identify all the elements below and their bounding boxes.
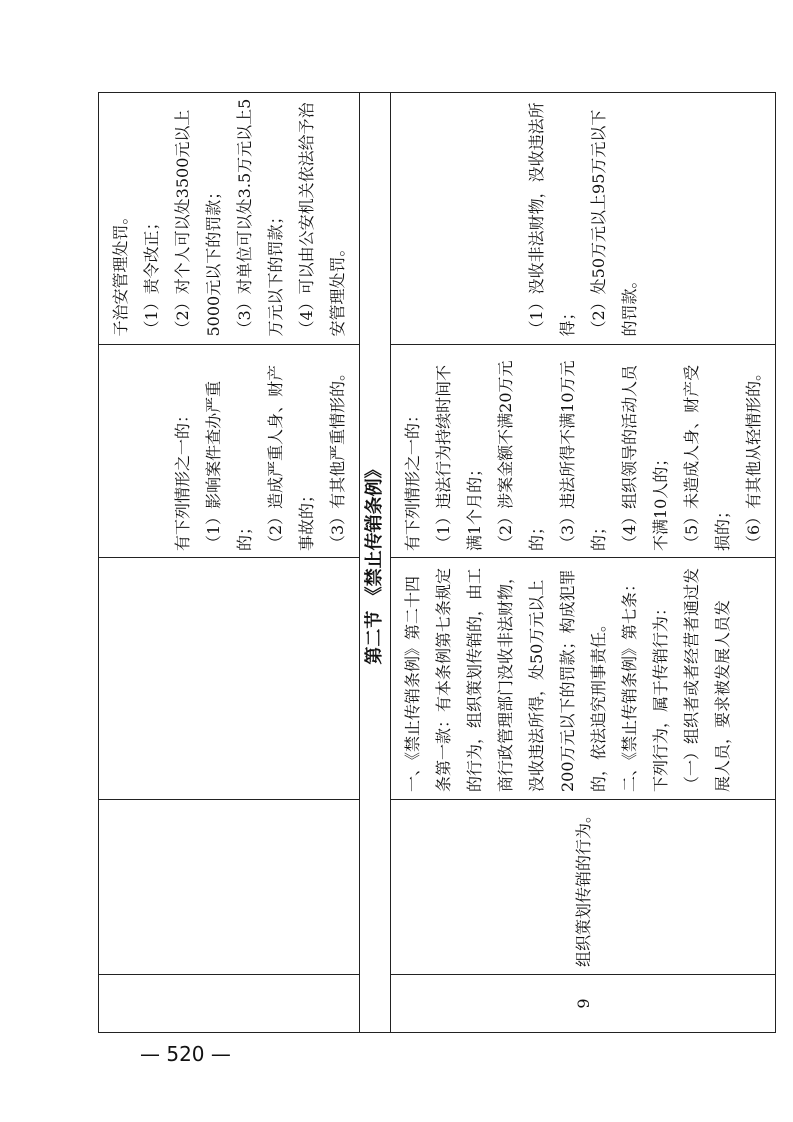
section-row bbox=[360, 93, 391, 1033]
cell-act: 组织策划传销的行为。 bbox=[391, 800, 776, 975]
cell-basis-top bbox=[99, 558, 360, 800]
penalty bbox=[391, 92, 775, 345]
circumstances-line: （1）影响案件查办严重的； bbox=[204, 380, 254, 551]
penalty-table bbox=[98, 92, 776, 1033]
circumstances-line: （6）有其他从轻情形的。 bbox=[744, 364, 763, 551]
circumstances bbox=[391, 345, 775, 557]
row-number: 9 bbox=[391, 975, 776, 1033]
cell-number-top bbox=[99, 975, 360, 1033]
circumstances-top bbox=[99, 345, 359, 557]
circumstances-line: 有下列情形之一的： bbox=[173, 406, 192, 551]
circumstances-line: （3）有其他严重情形的。 bbox=[328, 364, 347, 551]
penalty-line: （2）处50万元以上95万元以下的罚款。 bbox=[589, 109, 639, 337]
penalty-line: （1）没收非法财物，没收违法所得； bbox=[527, 102, 577, 337]
circumstances-line: （5）未造成人身、财产受损的； bbox=[682, 364, 732, 551]
penalty-line: 子治安管理处罚。 bbox=[111, 208, 130, 337]
basis-line: 一、《禁止传销条例》第二十四条第一款：有本条例第七条规定的行为，组织策划传销的，由工商行政管理部门没收非法财物，没收违法所得，处50万元以上200万元以下的罚款；构成犯罪的，依法追究刑事责任。 bbox=[403, 567, 608, 792]
basis-line: （一）组织者或者经营者通过发展人员，要求被发展人员发 bbox=[682, 567, 732, 792]
basis-line: 二、《禁止传销条例》第七条：下列行为，属于传销行为： bbox=[620, 575, 670, 792]
cell-basis bbox=[391, 558, 776, 800]
penalty-line: （4）可以由公安机关依法给予治安管理处罚。 bbox=[297, 102, 347, 337]
penalty-line: （1）责令改正； bbox=[142, 214, 161, 337]
circumstances-line: 有下列情形之一的： bbox=[403, 406, 422, 551]
table-row-9 bbox=[391, 93, 776, 1033]
table-row-top bbox=[99, 93, 360, 1033]
penalty-line: （2）对个人可以处3500元以上5000元以下的罚款； bbox=[173, 109, 223, 337]
page-number: — 520 — bbox=[140, 1042, 231, 1066]
cell-act-top bbox=[99, 800, 360, 975]
circumstances-line: （1）违法行为持续时间不满1个月的； bbox=[434, 364, 484, 551]
circumstances-line: （2）造成严重人身、财产事故的； bbox=[266, 364, 316, 551]
penalty-top bbox=[99, 92, 359, 345]
cell-discretion-top bbox=[99, 93, 360, 558]
circumstances-line: （2）涉案金额不满20万元的； bbox=[496, 360, 546, 551]
section-title: 第二节 《禁止传销条例》 bbox=[360, 93, 391, 1033]
penalty-line: （3）对单位可以处3.5万元以上5万元以下的罚款； bbox=[235, 98, 285, 337]
cell-discretion bbox=[391, 93, 776, 558]
circumstances-line: （4）组织领导的活动人员不满10人的； bbox=[620, 364, 670, 551]
circumstances-line: （3）违法所得不满10万元的； bbox=[558, 360, 608, 551]
